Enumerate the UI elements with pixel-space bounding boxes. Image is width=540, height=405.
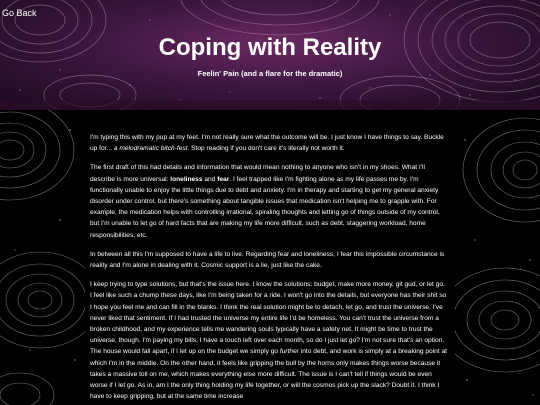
paragraph-in-between: In between all this I'm supposed to have a life to live. Regarding fear and loneliness, I fear this impossible circumstance is reality and I'm alone in dealing with it. Cosmic support is a lie, just like the cake. <box>90 250 445 270</box>
article-content <box>90 132 448 405</box>
bold-fear: fear <box>217 175 230 183</box>
page-title: Coping with Reality <box>158 34 382 61</box>
page-subtitle: Feelin' Pain (and a flare for the dramatic) <box>197 69 343 78</box>
article-body <box>85 110 455 405</box>
emphasis-further: further <box>279 348 299 356</box>
paragraph-solutions: I keep trying to type solutions, but that's the issue here. I know the solutions: budget, make more money, git gud, or let go. I feel like such a chump these days, like I'm being taken for a ride. I won't go into the details, but everyone has their shit so I hope you feel me and can fill in the blanks. I think the real solution might be to detach, let go, and trust the universe. I've never liked that sentiment. If I had trusted the universe my entire life I'd be homeless. You can't trust the universe from a broken childhood, and my experience tells me wandering souls typically have a safety net. It might be time to trust the universe, though. I'm paying my bills, I have a touch left over each month, so do I just let go? I'm not sure that's an option. The house would fall apart, if I let up on the budget we simply go further into debt, and work is simply at a breaking point at which I'm in the middle. On the other hand, it feels like gripping the bull by the horns only makes things worse because it takes a massive toll on me, which makes everything else more difficult. The issue is I can't tell if things would be even worse if I let go. As in, am I the only thing holding my life together, or will the cosmos pick up the slack? Doubt it. I think I have to keep gripping, but at the same time increase <box>90 281 448 401</box>
emphasis-text: a melodramatic bitch-fest <box>113 145 188 153</box>
go-back-link[interactable]: Go Back <box>2 8 37 18</box>
right-decoration <box>455 110 540 405</box>
paragraph-first-draft: The first draft of this had details and information that would mean nothing to anyone who isn't in my shoes. What I'll describe is more universal: loneliness and fear. I feel trapped like I'm fighting alone as my life passes me by. I'm functionally unable to enjoy the little things due to debt and anxiety. I'm in therapy and starting to get my general anxiety disorder under control, but there's something about tangible issues that medication isn't helping me to grapple with. For example, the medication helps with controlling irrational, spiraling thoughts and letting go of things outside of my control, but I'm unable to let go of hard facts that are making my life more difficult, such as debt, staggering workload, home responsibilities, etc. <box>90 164 440 239</box>
header-banner <box>0 0 540 110</box>
paragraph-intro: I'm typing this with my pup at my feet. I'm not really sure what the outcome will be. I just know I have things to say. Buckle up for... a melodramatic bitch-fest. Stop reading if you don't care it's literally not worth it. <box>90 134 444 153</box>
left-decoration <box>0 110 85 405</box>
bold-loneliness: loneliness <box>170 175 203 183</box>
